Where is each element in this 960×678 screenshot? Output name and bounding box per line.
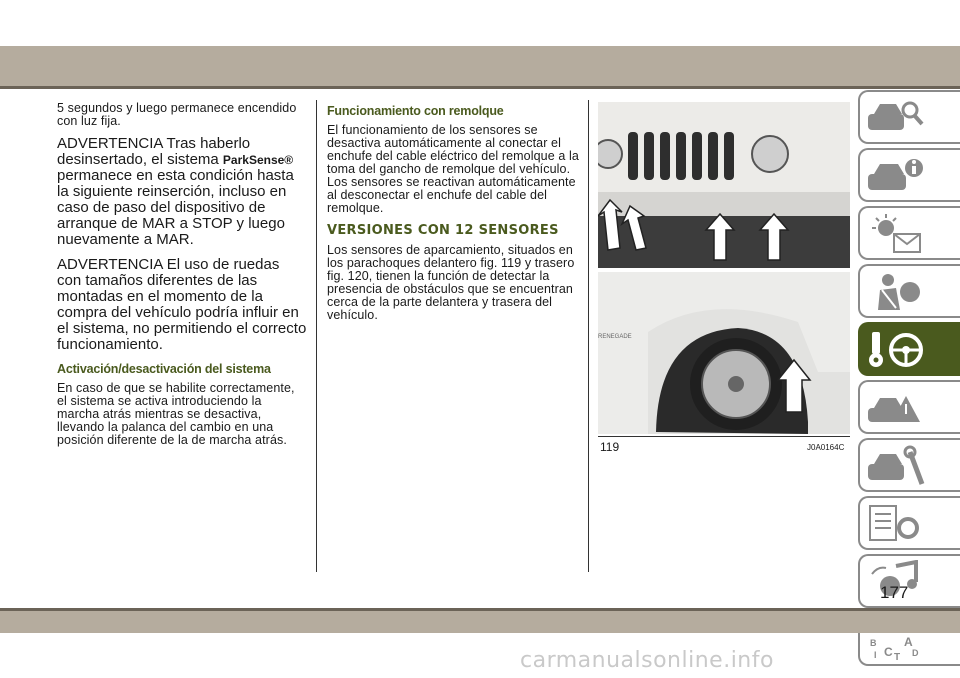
header-rule: [0, 86, 960, 89]
car-wrench-icon: [866, 444, 926, 488]
index-letter: B: [870, 638, 877, 648]
sensors-paragraph: Los sensores de aparcamiento, situados en los parachoques delantero fig. 119 y trasero fig. 120, tienen la función de detectar la presencia de obstáculos que se encuentran cerca de la parte delantera y trasera del vehículo.: [327, 243, 575, 322]
side-wheel-illustration: [598, 272, 850, 434]
watermark: carmanualsonline.info: [520, 648, 774, 673]
index-letter: C: [884, 645, 893, 659]
warning-paragraph-1: [57, 136, 307, 248]
front-bumper-photo: [598, 102, 850, 268]
header-band: [0, 46, 960, 86]
side-wheel-photo: [598, 272, 850, 434]
index-letter: I: [874, 650, 877, 660]
car-info-icon: [866, 154, 926, 198]
figure-code: J0A0164C: [807, 443, 845, 452]
specs-gear-icon: [866, 502, 926, 546]
warning-text-part: ADVERTENCIA Tras haberlo desinsertado, el sistema: [57, 135, 251, 168]
subheading-activation: Activación/desactivación del sistema: [57, 362, 271, 376]
front-bumper-illustration: [598, 102, 850, 268]
car-search-icon: [866, 96, 926, 140]
warning-text-part: permanece en esta condición hasta la siguiente reinserción, incluso en caso de paso del dispositivo de arranque de MAR a STOP y luego nuevamente a MAR.: [57, 167, 294, 248]
column-divider-right: [588, 100, 589, 572]
badge-text: RENEGADE: [598, 334, 632, 340]
tab-maintenance[interactable]: [858, 438, 960, 492]
figure-caption-rule: [598, 436, 850, 437]
index-letter: A: [904, 635, 913, 649]
subheading-trailer: Funcionamiento con remolque: [327, 104, 504, 118]
warning-lights-message-icon: [866, 212, 926, 256]
index-letter: T: [894, 652, 901, 662]
tab-safety[interactable]: [858, 264, 960, 318]
airbag-seatbelt-icon: [866, 270, 926, 314]
warning-paragraph-2: ADVERTENCIA El uso de ruedas con tamaños diferentes de las montadas en el momento de la compra del vehículo podría influir en el sistema, no permitiendo el correcto funcionamiento.: [57, 256, 307, 353]
car-breakdown-icon: [866, 386, 926, 430]
footer-band: [0, 611, 960, 633]
section-heading-12-sensors: VERSIONES CON 12 SENSORES: [327, 223, 559, 238]
tab-technical-specs[interactable]: [858, 496, 960, 550]
activation-paragraph: En caso de que se habilite correctamente, el sistema se activa introduciendo la marcha atrás mientras se desactiva, llevando la palanca del cambio en una posición diferente de la de marcha atrás.: [57, 381, 295, 447]
tab-multimedia[interactable]: [858, 554, 960, 608]
tab-instrument-panel[interactable]: [858, 148, 960, 202]
tab-getting-to-know-car[interactable]: [858, 90, 960, 144]
page-number: 177: [880, 583, 909, 602]
trailer-paragraph: El funcionamiento de los sensores se desactiva automáticamente al conectar el enchufe del cable eléctrico del remolque a la toma del gancho de remolque del vehículo. Los sensores se reactivan automáticamente al desconectar el enchufe del cable del remolque.: [327, 123, 579, 215]
tab-starting-driving[interactable]: [858, 322, 960, 376]
index-letter: D: [912, 648, 919, 658]
key-steering-wheel-icon: [866, 328, 926, 372]
text-column-1: [57, 102, 307, 455]
chapter-tabs: [858, 90, 960, 670]
figure-number: 119: [600, 440, 620, 454]
text-column-2: [327, 102, 579, 330]
paragraph-continued: 5 segundos y luego permanece encendido con luz fija.: [57, 101, 297, 128]
tab-in-emergency[interactable]: [858, 380, 960, 434]
parksense-brand: ParkSense®: [222, 153, 294, 167]
tab-warning-lights[interactable]: [858, 206, 960, 260]
column-divider-left: [316, 100, 317, 572]
figure-119-photo: [598, 102, 850, 434]
